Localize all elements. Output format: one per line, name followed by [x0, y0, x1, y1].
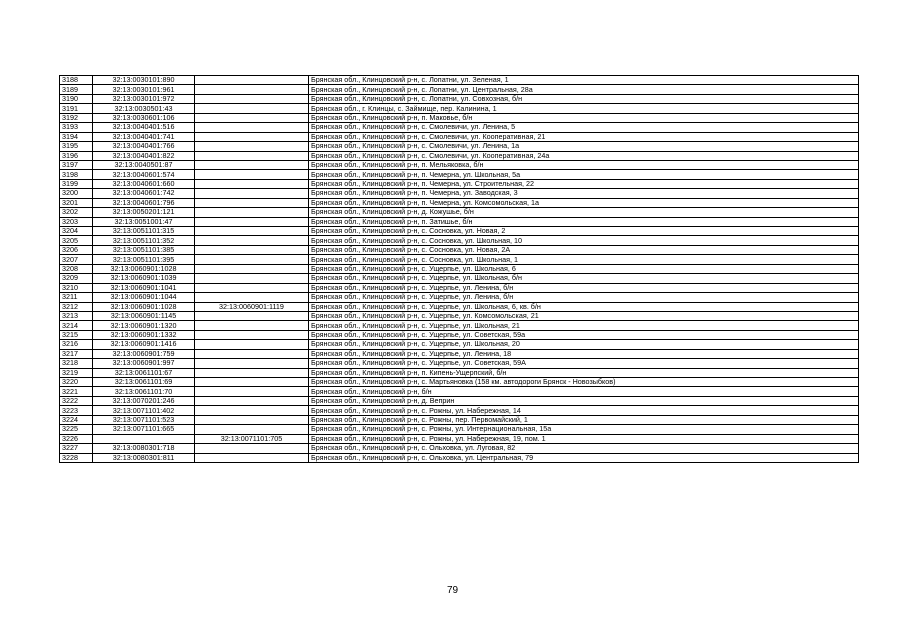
cadastral-number-cell: 32:13:0060901:1028 — [93, 302, 195, 311]
row-number-cell: 3208 — [60, 264, 93, 273]
row-number-cell: 3189 — [60, 85, 93, 94]
cadastral-number-secondary-cell — [195, 123, 309, 132]
cadastral-number-secondary-cell — [195, 349, 309, 358]
address-cell: Брянская обл., Клинцовский р-н, п. Чемерна, ул. Заводская, 3 — [309, 189, 859, 198]
row-number-cell: 3221 — [60, 387, 93, 396]
row-number-cell: 3204 — [60, 227, 93, 236]
cadastral-number-secondary-cell — [195, 387, 309, 396]
cadastral-number-secondary-cell — [195, 396, 309, 405]
cadastral-number-secondary-cell — [195, 76, 309, 85]
cadastral-number-cell: 32:13:0061101:70 — [93, 387, 195, 396]
cadastral-number-secondary-cell — [195, 208, 309, 217]
table-row — [60, 274, 859, 283]
cadastral-number-secondary-cell: 32:13:0060901:1119 — [195, 302, 309, 311]
cadastral-number-cell: 32:13:0060901:1145 — [93, 311, 195, 320]
table-row — [60, 76, 859, 85]
cadastral-number-cell: 32:13:0060901:997 — [93, 359, 195, 368]
cadastral-number-secondary-cell — [195, 340, 309, 349]
table-row — [60, 311, 859, 320]
address-cell: Брянская обл., Клинцовский р-н, с. Смолевичи, ул. Кооперативная, 21 — [309, 132, 859, 141]
cadastral-number-cell: 32:13:0040401:741 — [93, 132, 195, 141]
cadastral-number-cell: 32:13:0050201:121 — [93, 208, 195, 217]
cadastral-number-secondary-cell — [195, 236, 309, 245]
row-number-cell: 3198 — [60, 170, 93, 179]
address-cell: Брянская обл., Клинцовский р-н, д. Веприн — [309, 396, 859, 405]
row-number-cell: 3227 — [60, 444, 93, 453]
address-cell: Брянская обл., Клинцовский р-н, д. Кожушье, б/н — [309, 208, 859, 217]
address-cell: Брянская обл., Клинцовский р-н, с. Рожны, пер. Первомайский, 1 — [309, 415, 859, 424]
address-cell: Брянская обл., Клинцовский р-н, с. Ущерпье, ул. Школьная, 6 — [309, 264, 859, 273]
address-cell: Брянская обл., Клинцовский р-н, п. Чемерна, ул. Комсомольская, 1а — [309, 198, 859, 207]
table-row — [60, 349, 859, 358]
cadastral-number-cell: 32:13:0080301:718 — [93, 444, 195, 453]
cadastral-number-cell: 32:13:0040401:766 — [93, 142, 195, 151]
address-cell: Брянская обл., Клинцовский р-н, с. Сосновка, ул. Школьная, 10 — [309, 236, 859, 245]
row-number-cell: 3205 — [60, 236, 93, 245]
table-row — [60, 104, 859, 113]
table-row — [60, 151, 859, 160]
table-row — [60, 227, 859, 236]
address-cell: Брянская обл., Клинцовский р-н, с. Ущерпье, ул. Школьная, б/н — [309, 274, 859, 283]
cadastral-number-cell: 32:13:0051101:385 — [93, 245, 195, 254]
cadastral-number-cell: 32:13:0040601:574 — [93, 170, 195, 179]
cadastral-number-cell: 32:13:0051101:352 — [93, 236, 195, 245]
cadastral-number-cell: 32:13:0051101:395 — [93, 255, 195, 264]
row-number-cell: 3216 — [60, 340, 93, 349]
page-number: 79 — [446, 585, 459, 596]
row-number-cell: 3209 — [60, 274, 93, 283]
row-number-cell: 3218 — [60, 359, 93, 368]
row-number-cell: 3194 — [60, 132, 93, 141]
cadastral-number-cell: 32:13:0040601:742 — [93, 189, 195, 198]
cadastral-number-cell: 32:13:0040601:796 — [93, 198, 195, 207]
cadastral-number-secondary-cell — [195, 311, 309, 320]
row-number-cell: 3191 — [60, 104, 93, 113]
address-cell: Брянская обл., Клинцовский р-н, п. Чемерна, ул. Школьная, 5а — [309, 170, 859, 179]
address-cell: Брянская обл., Клинцовский р-н, с. Сосновка, ул. Новая, 2 — [309, 227, 859, 236]
table-row — [60, 179, 859, 188]
cadastral-number-cell: 32:13:0030101:961 — [93, 85, 195, 94]
cadastral-number-secondary-cell — [195, 198, 309, 207]
address-cell: Брянская обл., Клинцовский р-н, с. Рожны, ул. Набережная, 14 — [309, 406, 859, 415]
cadastral-number-cell: 32:13:0080301:811 — [93, 453, 195, 462]
cadastral-number-cell: 32:13:0060901:1332 — [93, 330, 195, 339]
table-row — [60, 236, 859, 245]
table-row — [60, 359, 859, 368]
cadastral-number-secondary-cell — [195, 425, 309, 434]
registry-table — [59, 75, 859, 463]
address-cell: Брянская обл., Клинцовский р-н, с. Лопатни, ул. Зеленая, 1 — [309, 76, 859, 85]
cadastral-number-secondary-cell — [195, 274, 309, 283]
row-number-cell: 3199 — [60, 179, 93, 188]
registry-table-body — [60, 76, 859, 463]
address-cell: Брянская обл., Клинцовский р-н, с. Ущерпье, ул. Ленина, б/н — [309, 283, 859, 292]
table-row — [60, 255, 859, 264]
cadastral-number-secondary-cell — [195, 245, 309, 254]
cadastral-number-cell: 32:13:0030101:972 — [93, 94, 195, 103]
cadastral-number-secondary-cell: 32:13:0071101:705 — [195, 434, 309, 443]
cadastral-number-secondary-cell — [195, 359, 309, 368]
address-cell: Брянская обл., Клинцовский р-н, п. Мельяковка, б/н — [309, 160, 859, 169]
cadastral-number-cell: 32:13:0060901:1416 — [93, 340, 195, 349]
table-row — [60, 330, 859, 339]
cadastral-number-secondary-cell — [195, 160, 309, 169]
row-number-cell: 3219 — [60, 368, 93, 377]
address-cell: Брянская обл., Клинцовский р-н, с. Лопатни, ул. Центральная, 28а — [309, 85, 859, 94]
row-number-cell: 3215 — [60, 330, 93, 339]
address-cell: Брянская обл., Клинцовский р-н, с. Смолевичи, ул. Кооперативная, 24а — [309, 151, 859, 160]
cadastral-number-secondary-cell — [195, 189, 309, 198]
address-cell: Брянская обл., Клинцовский р-н, б/н — [309, 387, 859, 396]
row-number-cell: 3210 — [60, 283, 93, 292]
row-number-cell: 3217 — [60, 349, 93, 358]
address-cell: Брянская обл., Клинцовский р-н, с. Ущерпье, ул. Ленина, 18 — [309, 349, 859, 358]
cadastral-number-secondary-cell — [195, 179, 309, 188]
address-cell: Брянская обл., Клинцовский р-н, п. Чемерна, ул. Строительная, 22 — [309, 179, 859, 188]
table-row — [60, 283, 859, 292]
cadastral-number-cell: 32:13:0071101:523 — [93, 415, 195, 424]
row-number-cell: 3211 — [60, 293, 93, 302]
table-row — [60, 302, 859, 311]
row-number-cell: 3190 — [60, 94, 93, 103]
cadastral-number-cell: 32:13:0040601:660 — [93, 179, 195, 188]
cadastral-number-secondary-cell — [195, 415, 309, 424]
row-number-cell: 3220 — [60, 378, 93, 387]
cadastral-number-secondary-cell — [195, 170, 309, 179]
address-cell: Брянская обл., Клинцовский р-н, п. Маковье, б/н — [309, 113, 859, 122]
row-number-cell: 3226 — [60, 434, 93, 443]
cadastral-number-secondary-cell — [195, 321, 309, 330]
cadastral-number-secondary-cell — [195, 293, 309, 302]
row-number-cell: 3201 — [60, 198, 93, 207]
address-cell: Брянская обл., Клинцовский р-н, с. Ущерпье, ул. Школьная, 20 — [309, 340, 859, 349]
address-cell: Брянская обл., Клинцовский р-н, с. Ущерпье, ул. Советская, 59а — [309, 330, 859, 339]
address-cell: Брянская обл., Клинцовский р-н, с. Ущерпье, ул. Школьная, 21 — [309, 321, 859, 330]
cadastral-number-cell: 32:13:0060901:1041 — [93, 283, 195, 292]
row-number-cell: 3225 — [60, 425, 93, 434]
cadastral-number-cell: 32:13:0070201:246 — [93, 396, 195, 405]
table-row — [60, 113, 859, 122]
address-cell: Брянская обл., Клинцовский р-н, с. Ущерпье, ул. Комсомольская, 21 — [309, 311, 859, 320]
cadastral-number-cell: 32:13:0071101:402 — [93, 406, 195, 415]
row-number-cell: 3192 — [60, 113, 93, 122]
cadastral-number-secondary-cell — [195, 283, 309, 292]
row-number-cell: 3202 — [60, 208, 93, 217]
address-cell: Брянская обл., Клинцовский р-н, п. Затишье, б/н — [309, 217, 859, 226]
address-cell: Брянская обл., Клинцовский р-н, с. Мартьяновка (158 км. автодороги Брянск - Новозыбков) — [309, 378, 859, 387]
cadastral-number-cell: 32:13:0060901:1039 — [93, 274, 195, 283]
cadastral-number-secondary-cell — [195, 217, 309, 226]
table-row — [60, 321, 859, 330]
cadastral-number-secondary-cell — [195, 94, 309, 103]
table-row — [60, 160, 859, 169]
table-row — [60, 444, 859, 453]
cadastral-number-cell: 32:13:0030601:106 — [93, 113, 195, 122]
table-row — [60, 208, 859, 217]
cadastral-number-cell: 32:13:0030101:890 — [93, 76, 195, 85]
table-row — [60, 340, 859, 349]
address-cell: Брянская обл., г. Клинцы, с. Займище, пер. Калинина, 1 — [309, 104, 859, 113]
cadastral-number-cell: 32:13:0060901:1044 — [93, 293, 195, 302]
cadastral-number-cell: 32:13:0071101:665 — [93, 425, 195, 434]
table-row — [60, 415, 859, 424]
cadastral-number-cell: 32:13:0061101:69 — [93, 378, 195, 387]
table-row — [60, 387, 859, 396]
cadastral-number-cell: 32:13:0040401:822 — [93, 151, 195, 160]
row-number-cell: 3188 — [60, 76, 93, 85]
table-row — [60, 264, 859, 273]
cadastral-number-cell: 32:13:0060901:1028 — [93, 264, 195, 273]
cadastral-number-cell: 32:13:0040401:516 — [93, 123, 195, 132]
cadastral-number-secondary-cell — [195, 406, 309, 415]
cadastral-number-secondary-cell — [195, 378, 309, 387]
address-cell: Брянская обл., Клинцовский р-н, с. Смолевичи, ул. Ленина, 5 — [309, 123, 859, 132]
table-row — [60, 123, 859, 132]
table-row — [60, 170, 859, 179]
cadastral-number-secondary-cell — [195, 132, 309, 141]
cadastral-number-secondary-cell — [195, 104, 309, 113]
table-row — [60, 378, 859, 387]
cadastral-number-secondary-cell — [195, 113, 309, 122]
cadastral-number-secondary-cell — [195, 368, 309, 377]
table-row — [60, 132, 859, 141]
cadastral-number-cell: 32:13:0051101:315 — [93, 227, 195, 236]
cadastral-number-cell: 32:13:0060901:1320 — [93, 321, 195, 330]
address-cell: Брянская обл., Клинцовский р-н, с. Смолевичи, ул. Ленина, 1а — [309, 142, 859, 151]
table-row — [60, 94, 859, 103]
cadastral-number-secondary-cell — [195, 264, 309, 273]
cadastral-number-secondary-cell — [195, 255, 309, 264]
row-number-cell: 3228 — [60, 453, 93, 462]
table-row — [60, 142, 859, 151]
address-cell: Брянская обл., Клинцовский р-н, п. Кипень-Ущерпский, б/н — [309, 368, 859, 377]
row-number-cell: 3195 — [60, 142, 93, 151]
table-row — [60, 396, 859, 405]
row-number-cell: 3203 — [60, 217, 93, 226]
table-row — [60, 293, 859, 302]
row-number-cell: 3212 — [60, 302, 93, 311]
row-number-cell: 3196 — [60, 151, 93, 160]
row-number-cell: 3207 — [60, 255, 93, 264]
address-cell: Брянская обл., Клинцовский р-н, с. Рожны, ул. Интернациональная, 15а — [309, 425, 859, 434]
cadastral-number-cell: 32:13:0040501:87 — [93, 160, 195, 169]
table-row — [60, 434, 859, 443]
address-cell: Брянская обл., Клинцовский р-н, с. Лопатни, ул. Совхозная, б/н — [309, 94, 859, 103]
cadastral-number-secondary-cell — [195, 85, 309, 94]
cadastral-number-cell: 32:13:0060901:759 — [93, 349, 195, 358]
row-number-cell: 3197 — [60, 160, 93, 169]
address-cell: Брянская обл., Клинцовский р-н, с. Рожны, ул. Набережная, 19, пом. 1 — [309, 434, 859, 443]
row-number-cell: 3206 — [60, 245, 93, 254]
table-row — [60, 189, 859, 198]
cadastral-number-secondary-cell — [195, 453, 309, 462]
table-row — [60, 198, 859, 207]
cadastral-number-secondary-cell — [195, 330, 309, 339]
cadastral-number-secondary-cell — [195, 151, 309, 160]
table-row — [60, 425, 859, 434]
table-row — [60, 245, 859, 254]
cadastral-number-secondary-cell — [195, 444, 309, 453]
address-cell: Брянская обл., Клинцовский р-н, с. Сосновка, ул. Школьная, 1 — [309, 255, 859, 264]
table-row — [60, 217, 859, 226]
table-row — [60, 85, 859, 94]
row-number-cell: 3222 — [60, 396, 93, 405]
cadastral-number-cell: 32:13:0061101:67 — [93, 368, 195, 377]
row-number-cell: 3193 — [60, 123, 93, 132]
row-number-cell: 3224 — [60, 415, 93, 424]
cadastral-number-cell: 32:13:0051001:47 — [93, 217, 195, 226]
cadastral-number-cell — [93, 434, 195, 443]
address-cell: Брянская обл., Клинцовский р-н, с. Ущерпье, ул. Советская, 59А — [309, 359, 859, 368]
row-number-cell: 3223 — [60, 406, 93, 415]
cadastral-number-secondary-cell — [195, 142, 309, 151]
row-number-cell: 3213 — [60, 311, 93, 320]
table-row — [60, 453, 859, 462]
table-row — [60, 406, 859, 415]
row-number-cell: 3214 — [60, 321, 93, 330]
address-cell: Брянская обл., Клинцовский р-н, с. Ущерпье, ул. Ленина, б/н — [309, 293, 859, 302]
address-cell: Брянская обл., Клинцовский р-н, с. Ущерпье, ул. Школьная, 6, кв. б/н — [309, 302, 859, 311]
address-cell: Брянская обл., Клинцовский р-н, с. Ольховка, ул. Луговая, 82 — [309, 444, 859, 453]
row-number-cell: 3200 — [60, 189, 93, 198]
cadastral-number-cell: 32:13:0030501:43 — [93, 104, 195, 113]
address-cell: Брянская обл., Клинцовский р-н, с. Сосновка, ул. Новая, 2А — [309, 245, 859, 254]
cadastral-number-secondary-cell — [195, 227, 309, 236]
table-row — [60, 368, 859, 377]
address-cell: Брянская обл., Клинцовский р-н, с. Ольховка, ул. Центральная, 79 — [309, 453, 859, 462]
